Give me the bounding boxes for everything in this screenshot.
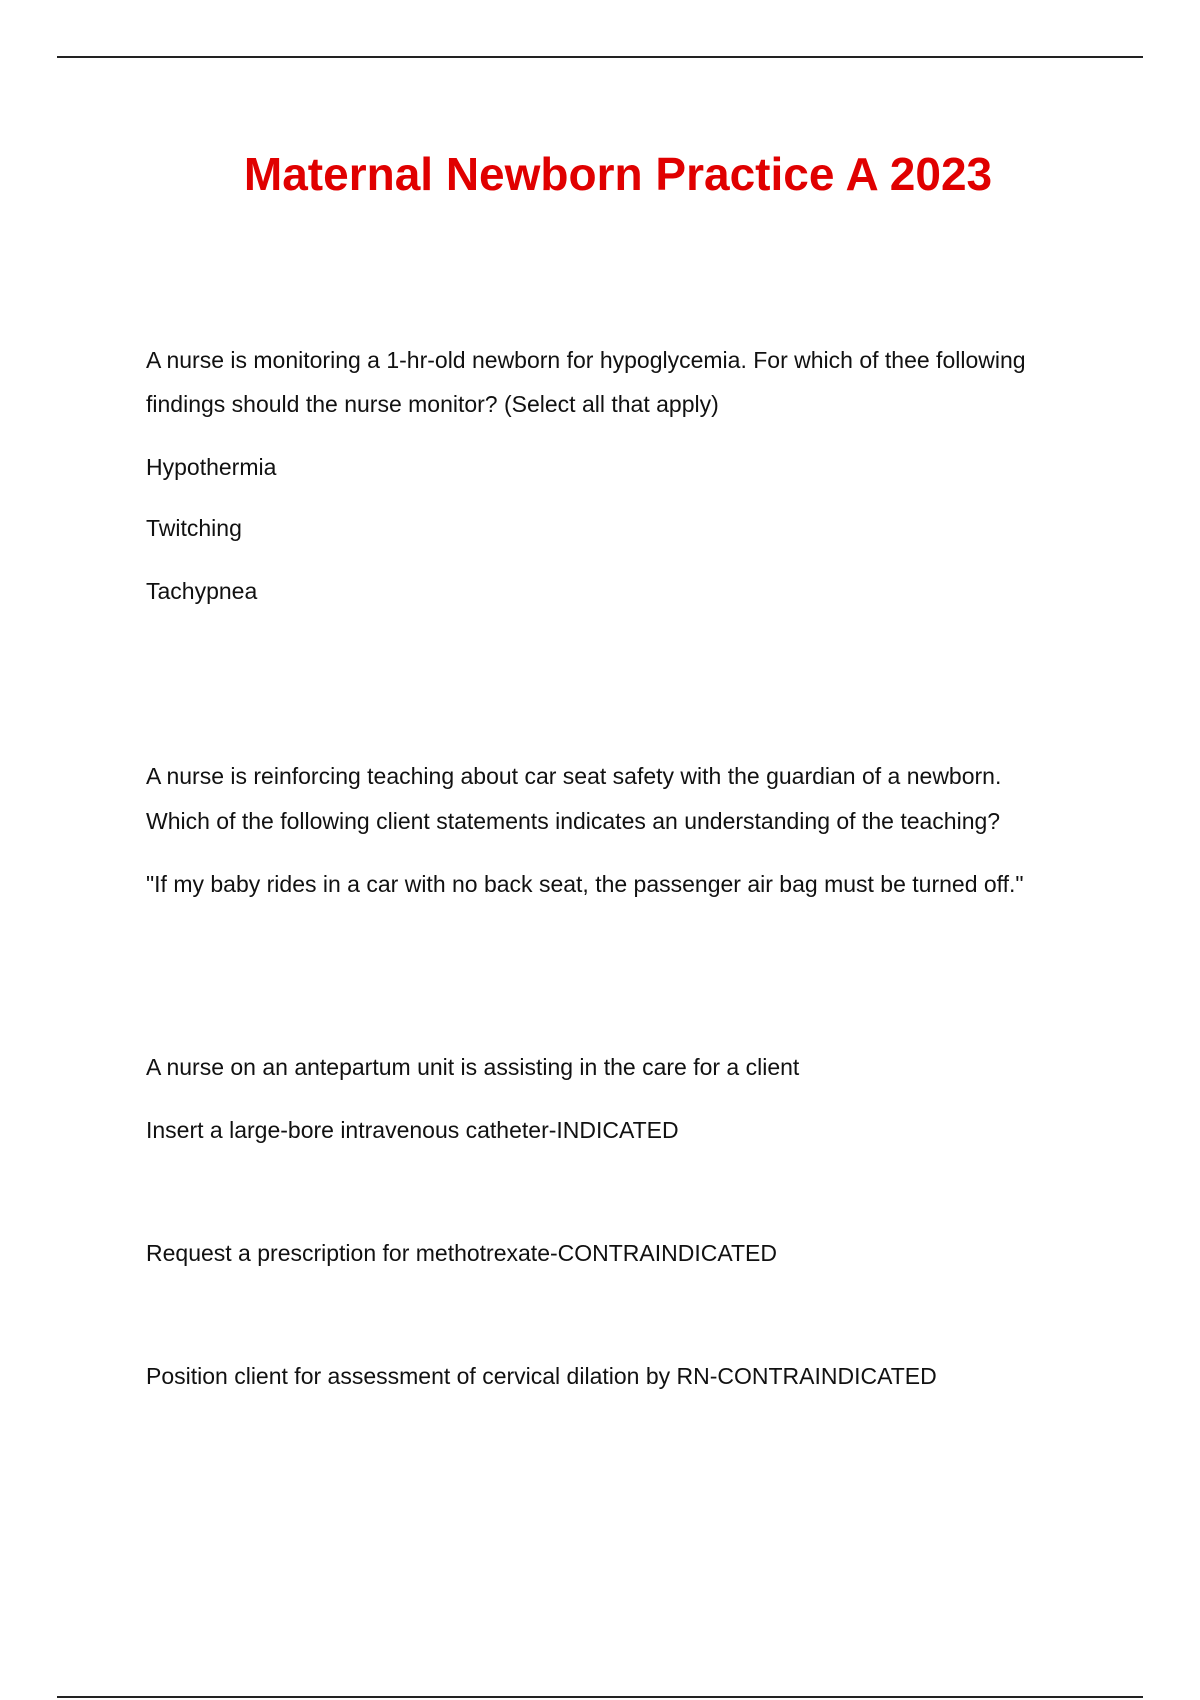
bottom-rule bbox=[57, 1696, 1143, 1698]
top-rule bbox=[57, 56, 1143, 58]
question-3-stem-line-1: A nurse on an antepartum unit is assisting in the care for a client bbox=[146, 1054, 800, 1080]
question-1-stem-line-2: findings should the nurse monitor? (Select all that apply) bbox=[146, 391, 719, 417]
question-2-stem-line-2: Which of the following client statements indicates an understanding of the teaching? bbox=[146, 808, 1001, 834]
question-1-answer-1: Hypothermia bbox=[146, 454, 277, 480]
question-2-answer-1: "If my baby rides in a car with no back seat, the passenger air bag must be turned off." bbox=[146, 871, 1024, 897]
question-1-answer-3: Tachypnea bbox=[146, 578, 258, 604]
document-title: Maternal Newborn Practice A 2023 bbox=[243, 148, 993, 200]
question-3-answer-3: Position client for assessment of cervical dilation by RN-CONTRAINDICATED bbox=[146, 1363, 937, 1389]
question-2-stem-line-1: A nurse is reinforcing teaching about car seat safety with the guardian of a newborn. bbox=[146, 763, 1002, 789]
question-1-answer-2: Twitching bbox=[146, 515, 242, 541]
question-3-answer-1: Insert a large-bore intravenous catheter-INDICATED bbox=[146, 1117, 679, 1143]
question-3-answer-2: Request a prescription for methotrexate-CONTRAINDICATED bbox=[146, 1240, 777, 1266]
question-1-stem-line-1: A nurse is monitoring a 1-hr-old newborn for hypoglycemia. For which of thee following bbox=[146, 347, 1026, 373]
